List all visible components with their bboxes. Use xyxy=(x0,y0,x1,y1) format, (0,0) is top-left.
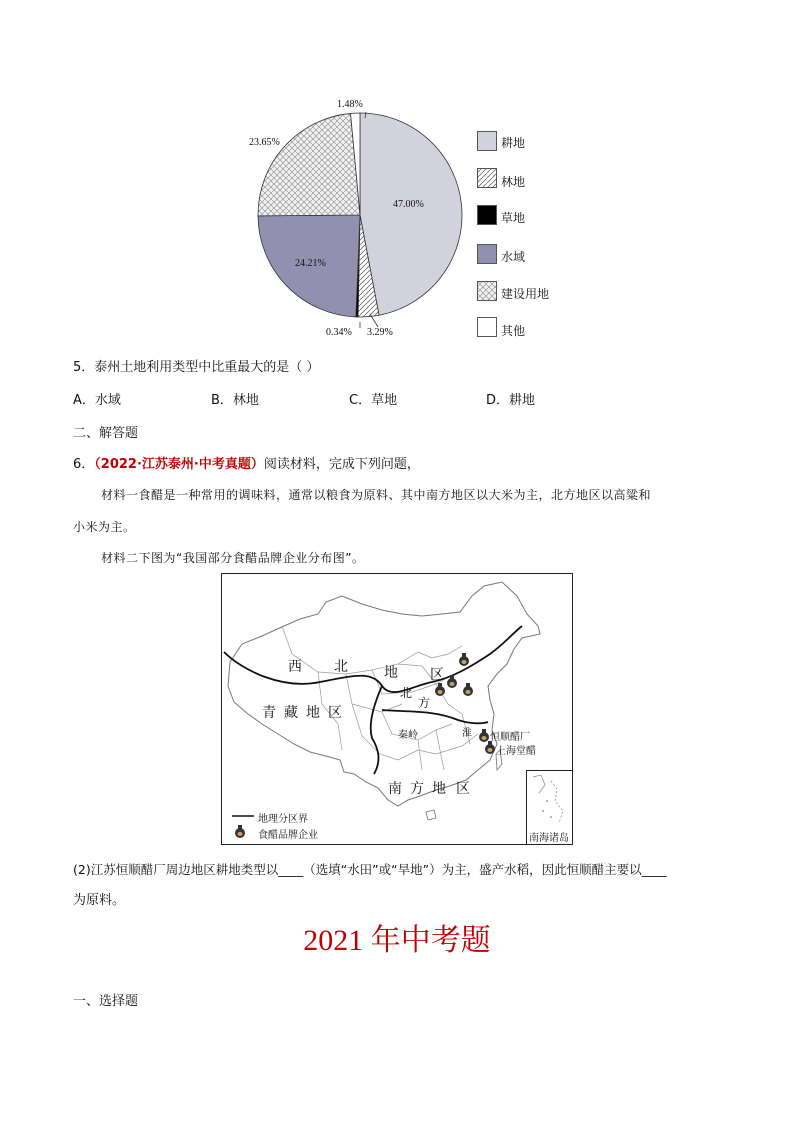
legend-label-grass: 草地 xyxy=(501,211,526,225)
question-6-stem xyxy=(73,453,420,472)
pie-label-construction: 23.65% xyxy=(249,137,280,148)
question-6-2-line-2: 为原料。 xyxy=(73,893,126,908)
legend-label-forest: 林地 xyxy=(501,175,526,189)
pie-label-other: 1.48% xyxy=(337,99,363,110)
legend-swatch-water xyxy=(477,244,497,264)
map-label-huai: 淮 xyxy=(462,728,472,739)
material-2: 材料二下图为“我国部分食醋品牌企业分布图”。 xyxy=(101,551,365,565)
pie-label-forest: 3.29% xyxy=(367,327,393,338)
map-region-qingzang-3: 地 xyxy=(306,705,320,721)
map-legend-brand: 食醋品牌企业 xyxy=(258,830,318,841)
south-china-sea-inset xyxy=(526,770,573,845)
map-legend-boundary: 地理分区界 xyxy=(258,814,308,825)
map-label-qinling: 秦岭 xyxy=(398,730,418,741)
question-5-option-b[interactable]: B．林地 xyxy=(211,393,259,408)
material-1-line-2: 小米为主。 xyxy=(73,520,136,534)
map-region-north-2: 方 xyxy=(418,696,431,710)
vinegar-brand-marker xyxy=(462,682,474,696)
map-label-hengshun: 恒顺醋厂 xyxy=(490,732,530,743)
pie-label-farmland: 47.00% xyxy=(393,199,424,210)
map-region-south-3: 地 xyxy=(432,781,446,797)
map-region-north-1: 北 xyxy=(400,686,413,700)
question-6-2-line-1: (2)江苏恒顺醋厂周边地区耕地类型以____（选填“水田”或“旱地”）为主，盛产水稻，因此恒顺醋主要以____ xyxy=(73,862,667,877)
section-title-2021: 2021 年中考题 xyxy=(303,924,491,957)
question-5-stem: 5．泰州土地利用类型中比重最大的是（ ） xyxy=(73,360,320,375)
legend-swatch-grass xyxy=(477,205,497,225)
question-5-option-a[interactable]: A．水域 xyxy=(73,393,121,408)
map-legend-brand-marker xyxy=(234,824,246,838)
question-6-source: （2022·江苏泰州·中考真题） xyxy=(94,457,264,472)
vinegar-brand-marker xyxy=(434,682,446,696)
legend-label-other: 其他 xyxy=(501,324,526,338)
vinegar-brand-marker xyxy=(446,674,458,688)
inset-islands xyxy=(527,771,573,829)
legend-swatch-forest xyxy=(477,168,497,188)
legend-swatch-construction xyxy=(477,281,497,301)
map-region-qingzang-4: 区 xyxy=(328,705,342,721)
map-region-south-4: 区 xyxy=(456,781,470,797)
pie-label-water: 24.21% xyxy=(295,258,326,269)
legend-swatch-other xyxy=(477,317,497,337)
material-1-line-1: 材料一食醋是一种常用的调味料，通常以粮食为原料、其中南方地区以大米为主，北方地区以高粱和 xyxy=(101,488,652,502)
inset-label: 南海诸岛 xyxy=(529,833,569,844)
section-heading-answer: 二、解答题 xyxy=(73,426,139,441)
section-heading-choice: 一、选择题 xyxy=(73,994,139,1009)
vinegar-brand-map xyxy=(221,573,573,845)
question-5-option-c[interactable]: C．草地 xyxy=(349,393,398,408)
legend-label-farmland: 耕地 xyxy=(501,136,526,150)
question-5-option-d[interactable]: D．耕地 xyxy=(486,393,536,408)
question-6-text: 阅读材料，完成下列问题， xyxy=(263,457,420,472)
legend-label-construction: 建设用地 xyxy=(501,287,550,301)
question-6-number: 6． xyxy=(73,457,95,472)
map-region-northwest-3: 地 xyxy=(384,665,398,681)
map-label-shanghai-vinegar: 上海堂醋 xyxy=(496,746,536,757)
pie-leader-lines xyxy=(340,100,400,335)
legend-label-water: 水域 xyxy=(501,250,526,264)
vinegar-brand-marker xyxy=(458,652,470,666)
map-region-qingzang-1: 青 xyxy=(262,705,276,721)
map-region-northwest-1: 西 xyxy=(288,659,302,675)
map-region-northwest-2: 北 xyxy=(334,659,348,675)
pie-label-grass: 0.34% xyxy=(326,327,352,338)
map-region-south-1: 南 xyxy=(388,781,402,797)
map-region-south-2: 方 xyxy=(410,781,424,797)
map-region-qingzang-2: 藏 xyxy=(284,705,298,721)
map-region-northwest-4: 区 xyxy=(430,667,444,683)
legend-swatch-farmland xyxy=(477,131,497,151)
